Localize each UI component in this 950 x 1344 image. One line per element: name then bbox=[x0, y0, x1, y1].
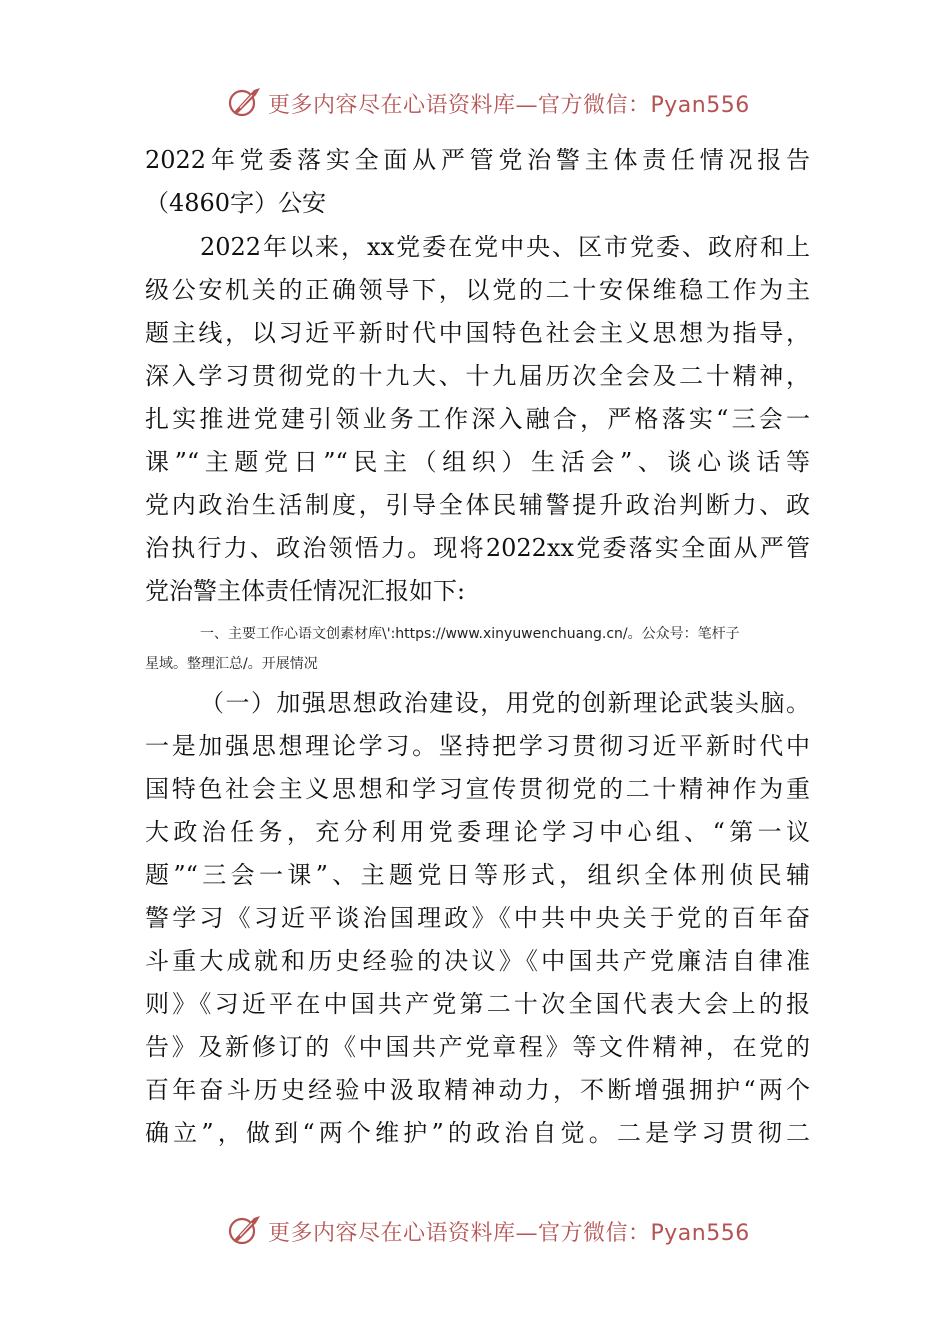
paragraph-line: 2022年以来，xx党委在党中央、区市党委、政府和上 bbox=[200, 233, 810, 261]
paragraph-line: （一）加强思想政治建设，用党的创新理论武装头脑。 bbox=[200, 689, 810, 717]
paragraph-line: 题”“三会一课”、主题党日等形式，组织全体刑侦民辅 bbox=[145, 861, 810, 889]
paragraph-line: 深入学习贯彻党的十九大、十九届历次全会及二十精神， bbox=[145, 362, 810, 390]
header-banner bbox=[0, 82, 950, 122]
paragraph-line: 国特色社会主义思想和学习宣传贯彻党的二十精神作为重 bbox=[145, 775, 810, 803]
banner-text: 更多内容尽在心语资料库—官方微信：Pyan556 bbox=[268, 93, 750, 118]
paragraph-line: 扎实推进党建引领业务工作深入融合，严格落实“三会一 bbox=[145, 405, 810, 433]
paragraph-line: 课”“主题党日”“民主（组织）生活会”、谈心谈话等 bbox=[145, 448, 810, 476]
feather-pen-circle-icon bbox=[228, 1214, 264, 1246]
document-title: 2022年党委落实全面从严管党治警主体责任情况报告 bbox=[145, 146, 810, 174]
paragraph-line: 百年奋斗历史经验中汲取精神动力，不断增强拥护“两个 bbox=[145, 1076, 810, 1104]
paragraph-line: 斗重大成就和历史经验的决议》《中国共产党廉洁自律准 bbox=[145, 947, 810, 975]
paragraph-line: 级公安机关的正确领导下，以党的二十安保维稳工作为主 bbox=[145, 276, 810, 304]
section-heading: 一、主要工作心语文创素材库\':https://www.xinyuwenchuang.cn/。公众号：笔杆子 bbox=[200, 626, 740, 642]
paragraph-line: 党内政治生活制度，引导全体民辅警提升政治判断力、政 bbox=[145, 491, 810, 519]
paragraph-line: 则》《习近平在中国共产党第二十次全国代表大会上的报 bbox=[145, 990, 810, 1018]
section-heading: 星域。整理汇总/。开展情况 bbox=[145, 656, 318, 672]
paragraph-line: 告》及新修订的《中国共产党章程》等文件精神，在党的 bbox=[145, 1033, 810, 1061]
paragraph-line: 警学习《习近平谈治国理政》《中共中央关于党的百年奋 bbox=[145, 904, 810, 932]
feather-pen-circle-icon bbox=[228, 86, 264, 118]
paragraph-line: 治执行力、政治领悟力。现将2022xx党委落实全面从严管 bbox=[145, 534, 810, 562]
paragraph-line: 确立”，做到“两个维护”的政治自觉。二是学习贯彻二 bbox=[145, 1119, 810, 1147]
document-title-suffix: （4860字）公安 bbox=[145, 189, 327, 217]
paragraph-line: 大政治任务，充分利用党委理论学习中心组、“第一议 bbox=[145, 818, 810, 846]
paragraph-line: 党治警主体责任情况汇报如下: bbox=[145, 577, 466, 605]
paragraph-line: 题主线，以习近平新时代中国特色社会主义思想为指导， bbox=[145, 319, 810, 347]
paragraph-line: 一是加强思想理论学习。坚持把学习贯彻习近平新时代中 bbox=[145, 732, 810, 760]
banner-text: 更多内容尽在心语资料库—官方微信：Pyan556 bbox=[268, 1221, 750, 1246]
footer-banner bbox=[0, 1210, 950, 1250]
